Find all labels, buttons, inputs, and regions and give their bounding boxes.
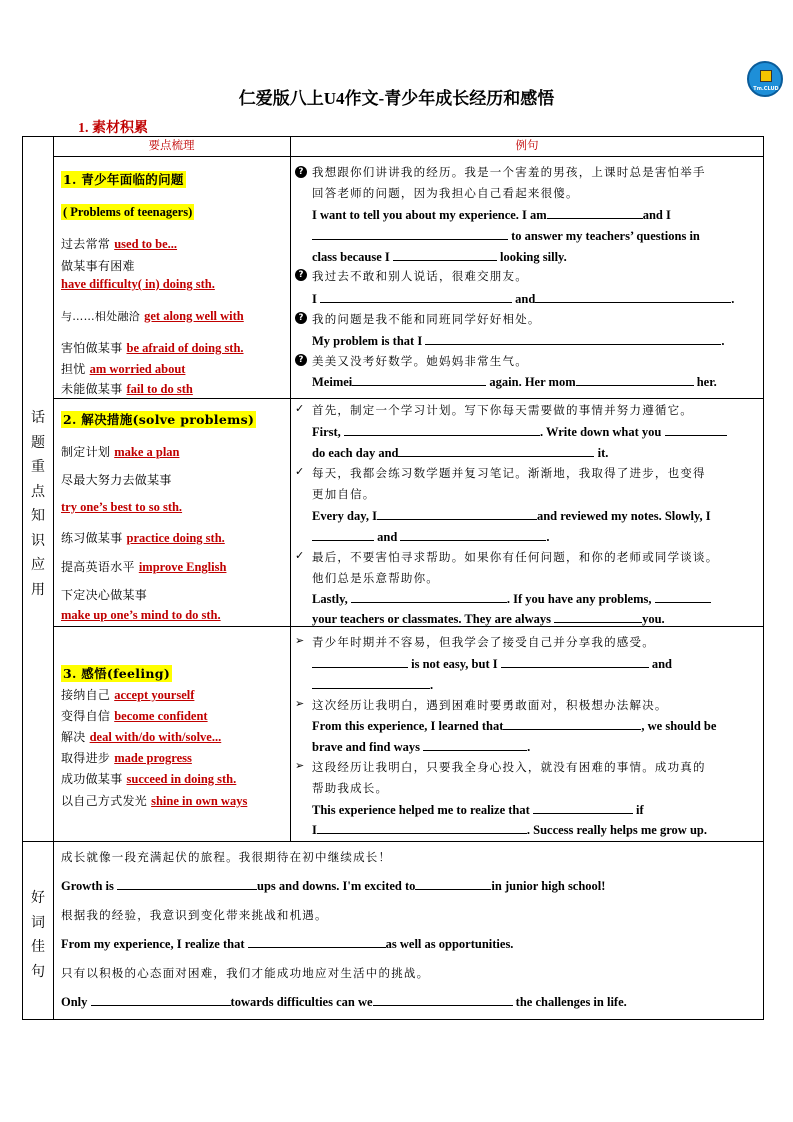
row3-heading: 3. 感悟(feeling) bbox=[63, 666, 171, 681]
example-en: I . Success really helps me grow up. bbox=[312, 823, 707, 837]
side-label-topic: 话题重点知识应用 bbox=[31, 410, 45, 598]
example-en: is not easy, but I and bbox=[312, 656, 672, 672]
list-item: 练习做某事 practice doing sth. bbox=[61, 531, 225, 545]
list-item: 接纳自己 accept yourself bbox=[61, 688, 195, 702]
phrase-en: Only towards difficulties can we the challenges in life. bbox=[61, 995, 627, 1009]
list-item: 取得进步 made progress bbox=[61, 751, 192, 765]
phrase-cn: 只有以积极的心态面对困难，我们才能成功地应对生活中的挑战。 bbox=[61, 966, 430, 980]
example-en: to answer my teachers’ questions in bbox=[312, 228, 700, 244]
list-item: 未能做某事 fail to do sth bbox=[61, 382, 193, 396]
side-label-phrases: 好词佳句 bbox=[31, 890, 45, 980]
list-item: 与……相处融洽 get along well with bbox=[61, 309, 244, 323]
example-cn: 更加自信。 bbox=[312, 487, 376, 501]
example-cn: 美美又没考好数学。她妈妈非常生气。 bbox=[312, 354, 528, 368]
example-en: your teachers or classmates. They are always you. bbox=[312, 612, 665, 626]
list-item: 提高英语水平 improve English bbox=[61, 560, 227, 574]
example-cn: 帮助我成长。 bbox=[312, 781, 389, 795]
example-en: . bbox=[312, 677, 433, 693]
row4-phrases bbox=[61, 841, 761, 1019]
logo-text: Tm.CLUD bbox=[753, 86, 779, 92]
question-bullet-icon: ? bbox=[295, 166, 307, 178]
example-cn: 最后，不要害怕寻求帮助。如果你有任何问题，和你的老师或同学谈谈。 bbox=[312, 550, 719, 564]
example-cn: 每天，我都会练习数学题并复习笔记。渐渐地，我取得了进步，也变得 bbox=[312, 466, 706, 480]
logo-square-icon bbox=[760, 70, 772, 82]
list-item: 成功做某事 succeed in doing sth. bbox=[61, 772, 237, 786]
example-cn: 我过去不敢和别人说话，很难交朋友。 bbox=[312, 269, 528, 283]
example-en: My problem is that I . bbox=[312, 334, 725, 348]
example-en: I want to tell you about my experience. I am and I bbox=[312, 208, 671, 222]
list-item: 做某事有困难 bbox=[61, 259, 135, 273]
example-en: Every day, I and reviewed my notes. Slowly, I bbox=[312, 509, 711, 523]
list-item: 制定计划 make a plan bbox=[61, 445, 180, 459]
arrow-bullet-icon: ➢ bbox=[295, 759, 305, 772]
col-header-examples: 例句 bbox=[515, 140, 539, 152]
list-item: 解决 deal with/do with/solve... bbox=[61, 730, 222, 744]
example-en: I and . bbox=[312, 292, 735, 306]
row1-heading-en: ( Problems of teenagers) bbox=[63, 205, 193, 219]
page-title: 仁爱版八上U4作文-青少年成长经历和感悟 bbox=[238, 89, 555, 108]
phrase-cn: 成长就像一段充满起伏的旅程。我很期待在初中继续成长！ bbox=[61, 850, 392, 864]
section-heading: 1. 素材积累 bbox=[78, 121, 148, 136]
example-en: brave and find ways . bbox=[312, 740, 531, 754]
example-cn: 我想跟你们讲讲我的经历。我是一个害羞的男孩，上课时总是害怕举手 bbox=[312, 165, 706, 179]
question-bullet-icon: ? bbox=[295, 354, 307, 366]
list-item: 以自己方式发光 shine in own ways bbox=[61, 794, 248, 808]
example-en: and . bbox=[312, 529, 550, 545]
example-cn: 这段经历让我明白，只要我全身心投入，就没有困难的事情。成功真的 bbox=[312, 760, 706, 774]
example-cn: 他们总是乐意帮助你。 bbox=[312, 571, 439, 585]
row2-heading: 2. 解决措施(solve problems) bbox=[63, 412, 255, 427]
row3-examples bbox=[295, 626, 761, 841]
col-header-key-points: 要点梳理 bbox=[148, 140, 195, 152]
example-en: From this experience, I learned that , we should be bbox=[312, 719, 717, 733]
list-item: make up one’s mind to do sth. bbox=[61, 608, 221, 622]
example-cn: 青少年时期并不容易，但我学会了接受自己并分享我的感受。 bbox=[312, 635, 655, 649]
material-table bbox=[22, 136, 764, 1020]
phrase-en: From my experience, I realize that as well as opportunities. bbox=[61, 937, 514, 951]
example-en: class because I looking silly. bbox=[312, 250, 567, 264]
list-item: 尽最大努力去做某事 bbox=[61, 473, 172, 487]
arrow-bullet-icon: ➢ bbox=[295, 634, 305, 647]
example-en: This experience helped me to realize that if bbox=[312, 803, 644, 817]
row1-key-points bbox=[61, 136, 289, 398]
row2-key-points bbox=[61, 398, 289, 626]
row1-examples bbox=[295, 136, 761, 398]
question-bullet-icon: ? bbox=[295, 269, 307, 281]
phrase-cn: 根据我的经验，我意识到变化带来挑战和机遇。 bbox=[61, 908, 328, 922]
example-cn: 回答老师的问题，因为我担心自己看起来很傻。 bbox=[312, 186, 579, 200]
example-cn: 我的问题是我不能和同班同学好好相处。 bbox=[312, 312, 541, 326]
list-item: have difficulty( in) doing sth. bbox=[61, 277, 215, 291]
list-item: 变得自信 become confident bbox=[61, 709, 208, 723]
list-item: 过去常常 used to be... bbox=[61, 237, 178, 251]
row2-examples bbox=[295, 398, 761, 626]
example-en: First, . Write down what you bbox=[312, 424, 727, 440]
phrase-en: Growth is ups and downs. I'm excited to in junior high school! bbox=[61, 879, 606, 893]
check-bullet-icon: ✓ bbox=[295, 402, 305, 415]
list-item: 害怕做某事 be afraid of doing sth. bbox=[61, 341, 244, 355]
list-item: 下定决心做某事 bbox=[61, 588, 148, 602]
example-en: Meimei again. Her mom her. bbox=[312, 375, 717, 389]
row3-key-points bbox=[61, 626, 289, 841]
list-item: 担忧 am worried about bbox=[61, 362, 186, 376]
check-bullet-icon: ✓ bbox=[295, 465, 305, 478]
question-bullet-icon: ? bbox=[295, 312, 307, 324]
list-item: try one’s best to so sth. bbox=[61, 500, 183, 514]
example-en: do each day and it. bbox=[312, 446, 609, 460]
example-cn: 首先，制定一个学习计划。写下你每天需要做的事情并努力遵循它。 bbox=[312, 403, 693, 417]
check-bullet-icon: ✓ bbox=[295, 549, 305, 562]
example-cn: 这次经历让我明白，遇到困难时要勇敢面对，积极想办法解决。 bbox=[312, 698, 668, 712]
row1-heading: 1. 青少年面临的问题 bbox=[63, 172, 184, 187]
example-en: Lastly, . If you have any problems, bbox=[312, 591, 711, 607]
arrow-bullet-icon: ➢ bbox=[295, 697, 305, 710]
